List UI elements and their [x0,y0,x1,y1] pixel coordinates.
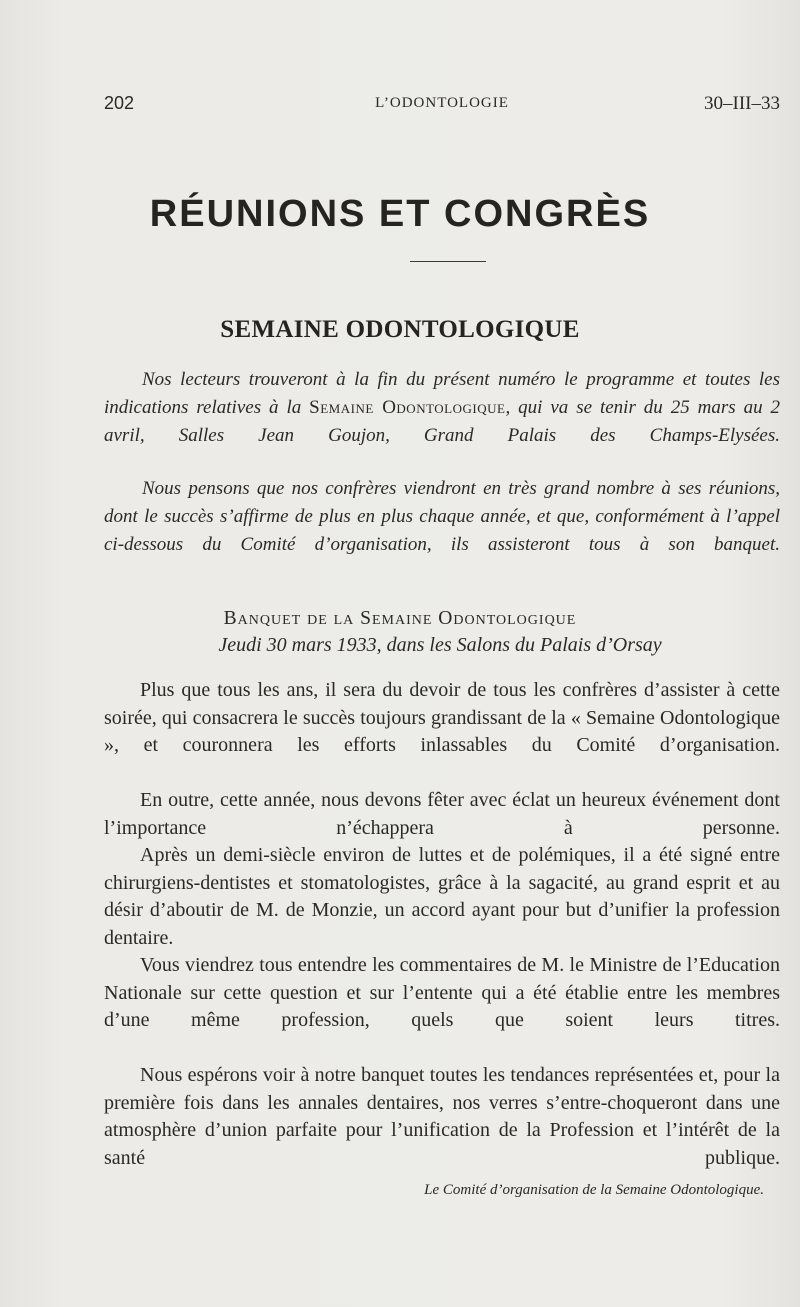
intro-text-1a: Nos lecteurs trouveront à la fin du présent numéro le programme et toutes les indications relatives à la [104,369,780,418]
journal-title: L’ODONTOLOGIE [375,95,509,111]
banquet-subheading: Jeudi 30 mars 1933, dans les Salons du Palais d’Orsay [218,634,662,656]
intro-text-1b: , qui va se tenir du 25 mars au 2 avril, Salles Jean Goujon, Grand Palais des Champs-Elysées. [104,397,780,446]
issue-date: 30–III–33 [704,93,780,114]
page-number: 202 [104,93,135,113]
running-header [104,93,780,119]
page-title: RÉUNIONS ET CONGRÈS [149,193,651,235]
intro-paragraph-1 [104,366,780,450]
title-divider [410,261,486,262]
body-paragraph-4: Vous viendrez tous entendre les commentaires de M. le Ministre de l’Education Nationale sur cette question et sur l’entente qui a été établie entre les membres d’une même profession, quels que soient leurs titres. [104,954,780,1031]
section-title: SEMAINE ODONTOLOGIQUE [220,316,580,343]
banquet-heading: Banquet de la Semaine Odontologique [223,608,577,629]
intro-smallcaps: Semaine Odontologique [309,397,506,418]
body-paragraph-1: Plus que tous les ans, il sera du devoir de tous les confrères d’assister à cette soirée, qui consacrera le succès toujours grandissant de la « Semaine Odontologique », et couronnera les efforts inlassables du Comité d’organisation. [104,679,780,756]
body-paragraph-5: Nous espérons voir à notre banquet toutes les tendances représentées et, pour la première fois dans les annales dentaires, nos verres s’entre-choqueront dans une atmosphère d’union parfaite pour l’unification de la Profession et l’intérêt de la santé publique. [104,1064,780,1169]
body-paragraph-2: En outre, cette année, nous devons fêter avec éclat un heureux événement dont l’importance n’échappera à personne. [104,789,780,839]
intro-paragraph-2: Nous pensons que nos confrères viendront en très grand nombre à ses réunions, dont le succès s’affirme de plus en plus chaque année, et que, conformément à l’appel ci-dessous du Comité d’organisation, ils assisteront tous à son banquet. [104,478,780,555]
body-paragraph-3: Après un demi-siècle environ de luttes et de polémiques, il a été signé entre chirurgiens-dentistes et stomatologistes, grâce à la sagacité, au grand esprit et au désir d’aboutir de M. de Monzie, un accord ayant pour but d’unifier la profession dentaire. [104,844,780,949]
signature: Le Comité d’organisation de la Semaine Odontologique. [424,1182,764,1198]
